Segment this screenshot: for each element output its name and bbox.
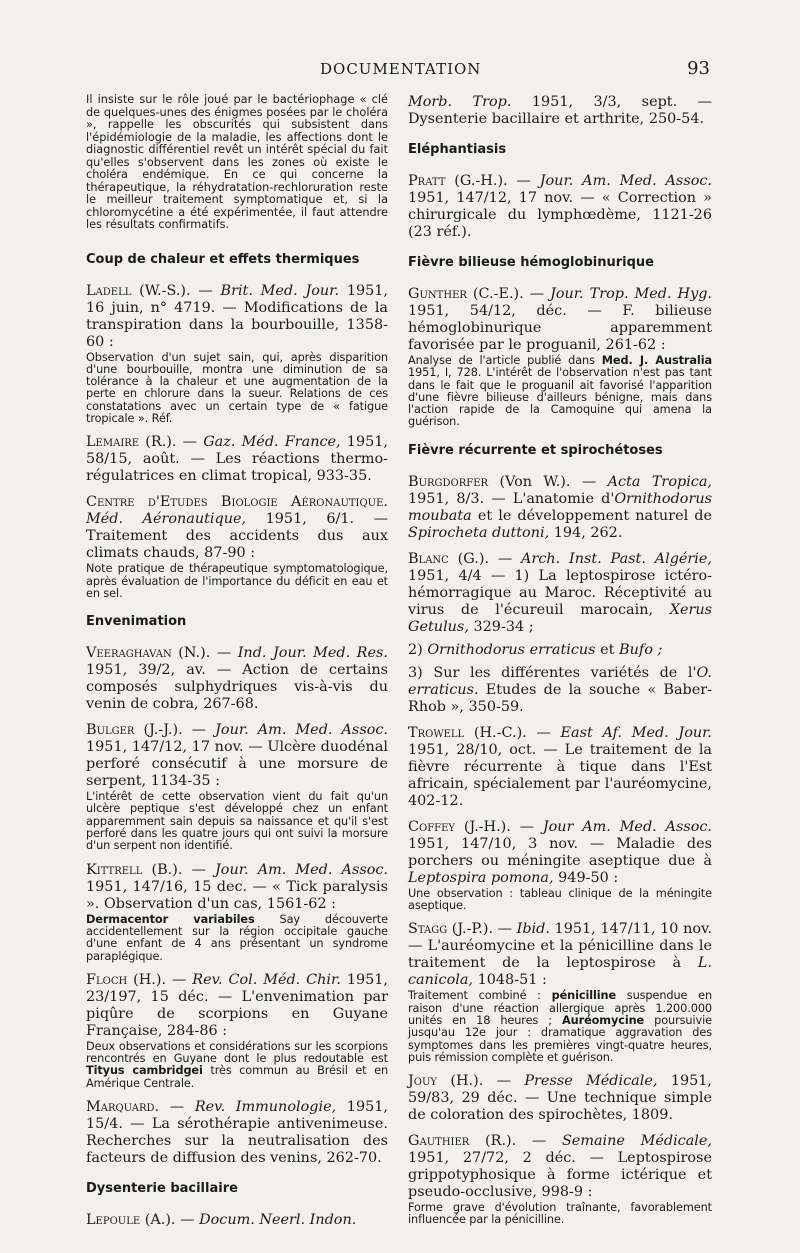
entry-journal: Morb. Trop.	[408, 94, 512, 110]
entry-citation-pages: 949-50 :	[558, 869, 619, 886]
entry-marquard: Marquard. — Rev. Immunologie, 1951, 15/4. — La sérothérapie antivenimeuse. Recherches sur la neutralisation des facteurs de diffusion des venins, 262-70.	[86, 1099, 388, 1167]
section-heading-coup-de-chaleur: Coup de chaleur et effets thermiques	[86, 251, 360, 267]
section-heading-fievre-recurrente: Fièvre récurrente et spirochétoses	[408, 442, 663, 458]
running-header: DOCUMENTATION	[320, 60, 482, 78]
entry-blanc: Blanc (G.). — Arch. Inst. Past. Algérie, 1951, 4/4 — 1) La leptospirose ictéro-hémorragique au Maroc. Réceptivité au virus de l'écureuil marocain, Xerus Getulus, 329-34 ; 2) Ornithodorus erraticus et Bufo ; 3) Sur les différentes variétés de l'O. erraticus. Etudes de la souche « Baber-Rhob », 350-59.	[408, 550, 713, 715]
entry-author: Burgdorfer	[408, 473, 489, 490]
entry-burgdorfer: Burgdorfer (Von W.). — Acta Tropica, 1951, 8/3. — L'anatomie d'Ornithodorus moubata et le développement naturel de Spirocheta duttoni, 194, 262.	[408, 473, 713, 541]
entry-species: Leptospira pomona,	[408, 869, 554, 886]
entry-journal: Gaz. Méd. France,	[203, 434, 341, 451]
entry-initials: (C.-E.).	[472, 286, 524, 302]
entry-journal: Jour. Am. Med. Assoc.	[215, 861, 389, 878]
entry-initials: (G.).	[457, 550, 490, 567]
section-heading-dysenterie: Dysenterie bacillaire	[86, 1181, 238, 1197]
entry-jouy: Jouy (H.). — Presse Médicale, 1951, 59/83, 29 déc. — Une technique simple de coloration des spirochètes, 1809.	[408, 1073, 713, 1124]
entry-note: Note pratique de thérapeutique symptomatologique, après évaluation de l'importance du déficit en eau et en sel.	[86, 562, 388, 600]
entry-gunther: Gunther (C.-E.). — Jour. Trop. Med. Hyg. 1951, 54/12, déc. — F. bilieuse hémoglobinurique apparemment favorisée par le proguanil, 261-62 : Analyse de l'article publié dans Med. J. Australia 1951, I, 728. L'intérêt de l'observation n'est pas tant dans le fait que le proguanil ait favorisé l'apparition d'une fièvre bilieuse d'ailleurs bénigne, mais dans l'action rapide de la Camoquine qui amena la guérison.	[408, 286, 712, 429]
entry-author: Trowell	[408, 724, 465, 741]
entry-journal: Rev. Immunologie,	[194, 1099, 337, 1116]
entry-citation-pages: 329-34 ;	[473, 618, 534, 635]
entry-initials: (Von W.).	[499, 473, 571, 490]
entry-citation: 1951, 6/1. — Traitement des accidents dus aux climats chauds, 87-90 :	[86, 511, 388, 562]
entry-journal: Docum. Neerl. Indon.	[199, 1212, 357, 1229]
entry-note-continued: 1951, I, 728. L'intérêt de l'observation n'est pas tant dans le fait que le proguanil ait favorisé l'apparition d'une fièvre bilieuse d'ailleurs bénigne, mais dans l'action rapide de la Camoquine qui amena la guérison.	[408, 366, 712, 429]
entry-author: Blanc	[408, 550, 449, 567]
entry-citation: 1951, 4/4 — 1) La leptospirose ictéro-hémorragique au Maroc. Réceptivité au virus de l'écureuil marocain,	[408, 567, 712, 618]
entry-note-journal: Med. J. Australia	[601, 354, 712, 367]
entry-initials: (G.-H.).	[454, 173, 508, 189]
entry-initials: (R.).	[145, 434, 177, 451]
entry-journal: Rev. Col. Méd. Chir.	[192, 971, 341, 988]
entry-citation: 1951, 15/4. — La sérothérapie antivenimeuse. Recherches sur la neutralisation des facteurs de diffusion des venins, 262-70.	[86, 1099, 388, 1167]
entry-journal: Semaine Médicale,	[561, 1133, 713, 1150]
page-number: 93	[687, 58, 710, 79]
entry-author: Lepoule	[86, 1212, 141, 1229]
entry-initials: (H.).	[450, 1073, 484, 1090]
entry-author: Bulger	[86, 722, 135, 739]
entry-initials: (A.).	[144, 1212, 176, 1229]
entry-author: Floch	[86, 971, 128, 988]
entry-note: Observation d'un sujet sain, qui, après disparition d'une bourbouille, montra une diminution de sa tolérance à la chaleur et une augmentation de la perte en chlorure dans la sueur. Relations de ces constatations avec un certain type de « fatigue tropicale ». Réf.	[86, 350, 388, 425]
entry-citation: 1951, 147/12, 17 nov. — « Correction » chirurgicale du lymphœdème, 1121-26 (23 réf.).	[408, 190, 712, 240]
entry-species: Xerus Getulus,	[408, 601, 713, 635]
entry-note-drug: Auréomycine	[562, 1013, 645, 1027]
entry-coffey: Coffey (J.-H.). — Jour Am. Med. Assoc. 1951, 147/10, 3 nov. — Maladie des porchers ou méningite aseptique due à Leptospira pomona, 949-50 : Une observation : tableau clinique de la méningite aseptique.	[408, 818, 713, 913]
entry-note: Analyse de l'article publié dans	[408, 354, 595, 367]
entry-stagg: Stagg (J.-P.). — Ibid. 1951, 147/11, 10 nov. — L'auréomycine et la pénicilline dans le traitement de la leptospirose à L. canicola, 1048-51 : Traitement combiné : pénicilline suspendue en raison d'une réaction allergique après 1.200.000 unités en 18 heures ; Auréomycine poursuivie jusqu'au 12e jour : dramatique aggravation des symptomes dans les premières vingt-quatre heures, puis rémission complète et guérison.	[408, 921, 713, 1064]
entry-initials: (N.).	[178, 645, 211, 662]
entry-initials: (W.-S.).	[139, 282, 191, 299]
entry-journal: Ibid.	[516, 921, 550, 938]
entry-note: L'intérêt de cette observation vient du fait qu'un ulcère peptique s'est développé chez un enfant apparemment sain depuis sa naissance et qu'il s'est perforé dans les quatre jours qui ont suivi la morsure d'un serpent non identifié.	[86, 790, 388, 853]
entry-author: Marquard.	[86, 1099, 160, 1116]
entry-trowell: Trowell (H.-C.). — East Af. Med. Jour. 1951, 28/10, oct. — Le traitement de la fièvre récurrente à tique dans l'Est africain, spécialement par l'auréomycine, 402-12.	[408, 724, 713, 809]
entry-item-number: 2)	[408, 641, 423, 658]
entry-note-species: Tityus cambridgei	[86, 1064, 203, 1078]
entry-author: Lemaire	[86, 434, 140, 451]
entry-lemaire: Lemaire (R.). — Gaz. Méd. France, 1951, 58/15, août. — Les réactions thermo-régulatrices en climat tropical, 933-35.	[86, 434, 388, 485]
entry-species: Ornithodorus erraticus	[427, 641, 596, 658]
entry-note: Deux observations et considérations sur les scorpions rencontrés en Guyane dont le plus redoutable est	[86, 1039, 388, 1066]
section-heading-envenimation: Envenimation	[86, 614, 187, 630]
entry-journal: Arch. Inst. Past. Algérie,	[521, 550, 712, 567]
entry-note-species: Dermacentor variabiles	[86, 912, 255, 926]
entry-citation: 1951, 147/11, 10 nov. — L'auréomycine et la pénicilline dans le traitement de la leptospirose à	[408, 921, 712, 972]
entry-author: Pratt	[408, 173, 446, 189]
entry-initials: (R.).	[485, 1133, 517, 1150]
entry-citation: 1951, 59/83, 29 déc. — Une technique simple de coloration des spirochètes, 1809.	[408, 1073, 713, 1124]
entry-species: Spirocheta duttoni,	[408, 524, 550, 541]
entry-journal: Presse Médicale,	[524, 1073, 658, 1090]
entry-author: Gauthier	[408, 1133, 470, 1150]
entry-citation: 1951, 39/2, av. — Action de certains composés sulphydriques vis-à-vis du venin de cobra, 267-68.	[86, 662, 388, 713]
entry-item-conjunction: et	[600, 641, 615, 658]
entry-citation-continued: et le développement naturel de	[477, 507, 713, 524]
entry-note-continued: très commun au Brésil et en Amérique Centrale.	[86, 1064, 389, 1090]
entry-citation: 1951, 147/10, 3 nov. — Maladie des porchers ou méningite aseptique due à	[408, 835, 712, 869]
entry-citation: 1951, 147/12, 17 nov. — Ulcère duodénal perforé consécutif à une morsure de serpent, 1134-35 :	[86, 739, 388, 790]
entry-citation: 1951, 8/3. — L'anatomie d'	[408, 490, 615, 507]
section-heading-elephantiasis: Eléphantiasis	[408, 142, 507, 157]
entry-author: Coffey	[408, 818, 455, 835]
entry-citation: 1951, 3/3, sept. — Dysenterie bacillaire et arthrite, 250-54.	[408, 94, 712, 127]
entry-pratt: Pratt (G.-H.). — Jour. Am. Med. Assoc. 1951, 147/12, 17 nov. — « Correction » chirurgicale du lymphœdème, 1121-26 (23 réf.).	[408, 173, 712, 240]
entry-species: O. erraticus.	[408, 664, 712, 698]
entry-citation: 1951, 16 juin, n° 4719. — Modifications de la transpiration dans la bourbouille, 1358-60 :	[86, 282, 389, 350]
entry-initials: (J.-H.).	[463, 818, 511, 835]
entry-author: Kittrell	[86, 861, 143, 878]
entry-author: Ladell	[86, 282, 132, 299]
entry-journal: Jour. Am. Med. Assoc.	[215, 722, 388, 739]
entry-journal: Méd. Aéronautique,	[86, 511, 247, 528]
entry-gauthier: Gauthier (R.). — Semaine Médicale, 1951, 27/72, 2 déc. — Leptospirose grippotyphosique à forme ictérique et pseudo-occlusive, 998-9 : Forme grave d'évolution traînante, favorablement influencée par la pénicilline.	[408, 1133, 713, 1227]
entry-species: Bufo ;	[619, 641, 663, 658]
entry-kittrell: Kittrell (B.). — Jour. Am. Med. Assoc. 1951, 147/16, 15 dec. — « Tick paralysis ». Observation d'un cas, 1561-62 : Dermacentor variabiles Say découverte accidentellement sur la région occipitale gauche d'une enfant de 4 ans présentant un syndrome paraplégique.	[86, 861, 389, 963]
entry-journal: Ind. Jour. Med. Res.	[237, 645, 388, 662]
entry-initials: (H.-C.).	[473, 724, 527, 741]
entry-initials: (H.).	[133, 971, 167, 988]
entry-journal: Jour Am. Med. Assoc.	[542, 818, 713, 835]
entry-citation: 1951, 23/197, 15 déc. — L'envenimation par piqûre de scorpions en Guyane Française, 284-86 :	[86, 971, 389, 1039]
entry-note-continued: suspendue en raison d'une réaction allergique après 1.200.000 unités en 18 heures ;	[408, 989, 713, 1027]
entry-journal: Acta Tropica,	[607, 473, 713, 490]
entry-citation: 1951, 54/12, déc. — F. bilieuse hémoglobinurique apparemment favorisée par le proguanil, 261-62 :	[408, 303, 712, 353]
right-column	[408, 94, 712, 1236]
entry-journal: East Af. Med. Jour.	[560, 724, 713, 741]
entry-initials: (J.-P.).	[451, 921, 494, 938]
entry-note-drug: pénicilline	[551, 989, 617, 1003]
entry-item-continued: Etudes de la souche « Baber-Rhob », 350-59.	[408, 681, 712, 715]
entry-note-continued: poursuivie jusqu'au 12e jour : dramatique aggravation des symptomes dans les premières vingt-quatre heures, puis rémission complète et guérison.	[408, 1013, 713, 1064]
entry-citation: 1951, 28/10, oct. — Le traitement de la fièvre récurrente à tique dans l'Est africain, spécialement par l'auréomycine, 402-12.	[408, 741, 712, 809]
entry-author: Stagg	[408, 921, 448, 938]
intro-paragraph: Il insiste sur le rôle joué par le bactériophage « clé de quelques-unes des énigmes posées par le choléra », rappelle les obscurités qui subsistent dans l'épidémiologie de la maladie, les affections dont le diagnostic différentiel revêt un intérêt spécial du fait qu'elles s'observent dans les zones où existe le choléra endémique. En ce qui concerne la thérapeutique, la réhydratation-rechloruration reste le meilleur traitement symptomatique et, si la chloromycétine a été expérimentée, il faut attendre les résultats confirmatifs.	[86, 93, 388, 231]
entry-journal: Brit. Med. Jour.	[220, 282, 340, 299]
entry-veeraghavan: Veeraghavan (N.). — Ind. Jour. Med. Res. 1951, 39/2, av. — Action de certains composés sulphydriques vis-à-vis du venin de cobra, 267-68.	[86, 645, 388, 713]
entry-author: Jouy	[408, 1073, 437, 1090]
entry-author: Veeraghavan	[86, 645, 172, 662]
entry-journal: Jour. Am. Med. Assoc.	[539, 173, 712, 189]
entry-item-text: 3) Sur les différentes variétés de l'	[408, 664, 697, 681]
entry-citation: 1951, 58/15, août. — Les réactions thermo-régulatrices en climat tropical, 933-35.	[86, 434, 388, 485]
entry-lepoule: Lepoule (A.). — Docum. Neerl. Indon.	[86, 1212, 357, 1229]
entry-author: Gunther	[408, 286, 467, 302]
entry-citation: 1951, 147/16, 15 dec. — « Tick paralysis ». Observation d'un cas, 1561-62 :	[86, 878, 388, 912]
entry-note: Forme grave d'évolution traînante, favorablement influencée par la pénicilline.	[408, 1201, 712, 1227]
entry-floch: Floch (H.). — Rev. Col. Méd. Chir. 1951, 23/197, 15 déc. — L'envenimation par piqûre de scorpions en Guyane Française, 284-86 : Deux observations et considérations sur les scorpions rencontrés en Guyane dont le plus redoutable est Tityus cambridgei très commun au Brésil et en Amérique Centrale.	[86, 971, 389, 1090]
entry-species: Ornithodorus moubata	[408, 490, 712, 524]
entry-ladell: Ladell (W.-S.). — Brit. Med. Jour. 1951, 16 juin, n° 4719. — Modifications de la transpiration dans la bourbouille, 1358-60 : Observation d'un sujet sain, qui, après disparition d'une bourbouille, montra une diminution de sa tolérance à la chaleur et une augmentation de la perte en chlorure dans la sueur. Relations de ces constatations avec un certain type de « fatigue tropicale ». Réf.	[86, 282, 389, 425]
entry-citation-pages: 194, 262.	[553, 524, 623, 541]
entry-citation: 1951, 27/72, 2 déc. — Leptospirose grippotyphosique à forme ictérique et pseudo-occlusive, 998-9 :	[408, 1150, 712, 1201]
entry-bulger: Bulger (J.-J.). — Jour. Am. Med. Assoc. 1951, 147/12, 17 nov. — Ulcère duodénal perforé consécutif à une morsure de serpent, 1134-35 : L'intérêt de cette observation vient du fait qu'un ulcère peptique s'est développé chez un enfant apparemment sain depuis sa naissance et qu'il s'est perforé dans les quatre jours qui ont suivi la morsure d'un serpent non identifié.	[86, 722, 388, 853]
entry-note: Say découverte accidentellement sur la région occipitale gauche d'une enfant de 4 ans présentant un syndrome paraplégique.	[86, 912, 388, 963]
left-column	[86, 94, 388, 1238]
entry-initials: (J.-J.).	[143, 722, 183, 739]
section-heading-fievre-bilieuse: Fièvre bilieuse hémoglobinurique	[408, 255, 654, 270]
entry-note: Traitement combiné :	[408, 989, 541, 1003]
entry-journal: Jour. Trop. Med. Hyg.	[550, 286, 712, 302]
entry-citation-pages: 1048-51 :	[477, 972, 547, 989]
entry-note: Une observation : tableau clinique de la méningite aseptique.	[408, 886, 712, 913]
entry-centre-etudes	[86, 494, 388, 600]
entry-initials: (B.).	[151, 861, 183, 878]
entry-species: L. canicola,	[408, 955, 712, 989]
entry-lepoule-continued	[408, 94, 712, 128]
entry-author: Centre d'Etudes Biologie Aéronautique.	[86, 494, 388, 511]
